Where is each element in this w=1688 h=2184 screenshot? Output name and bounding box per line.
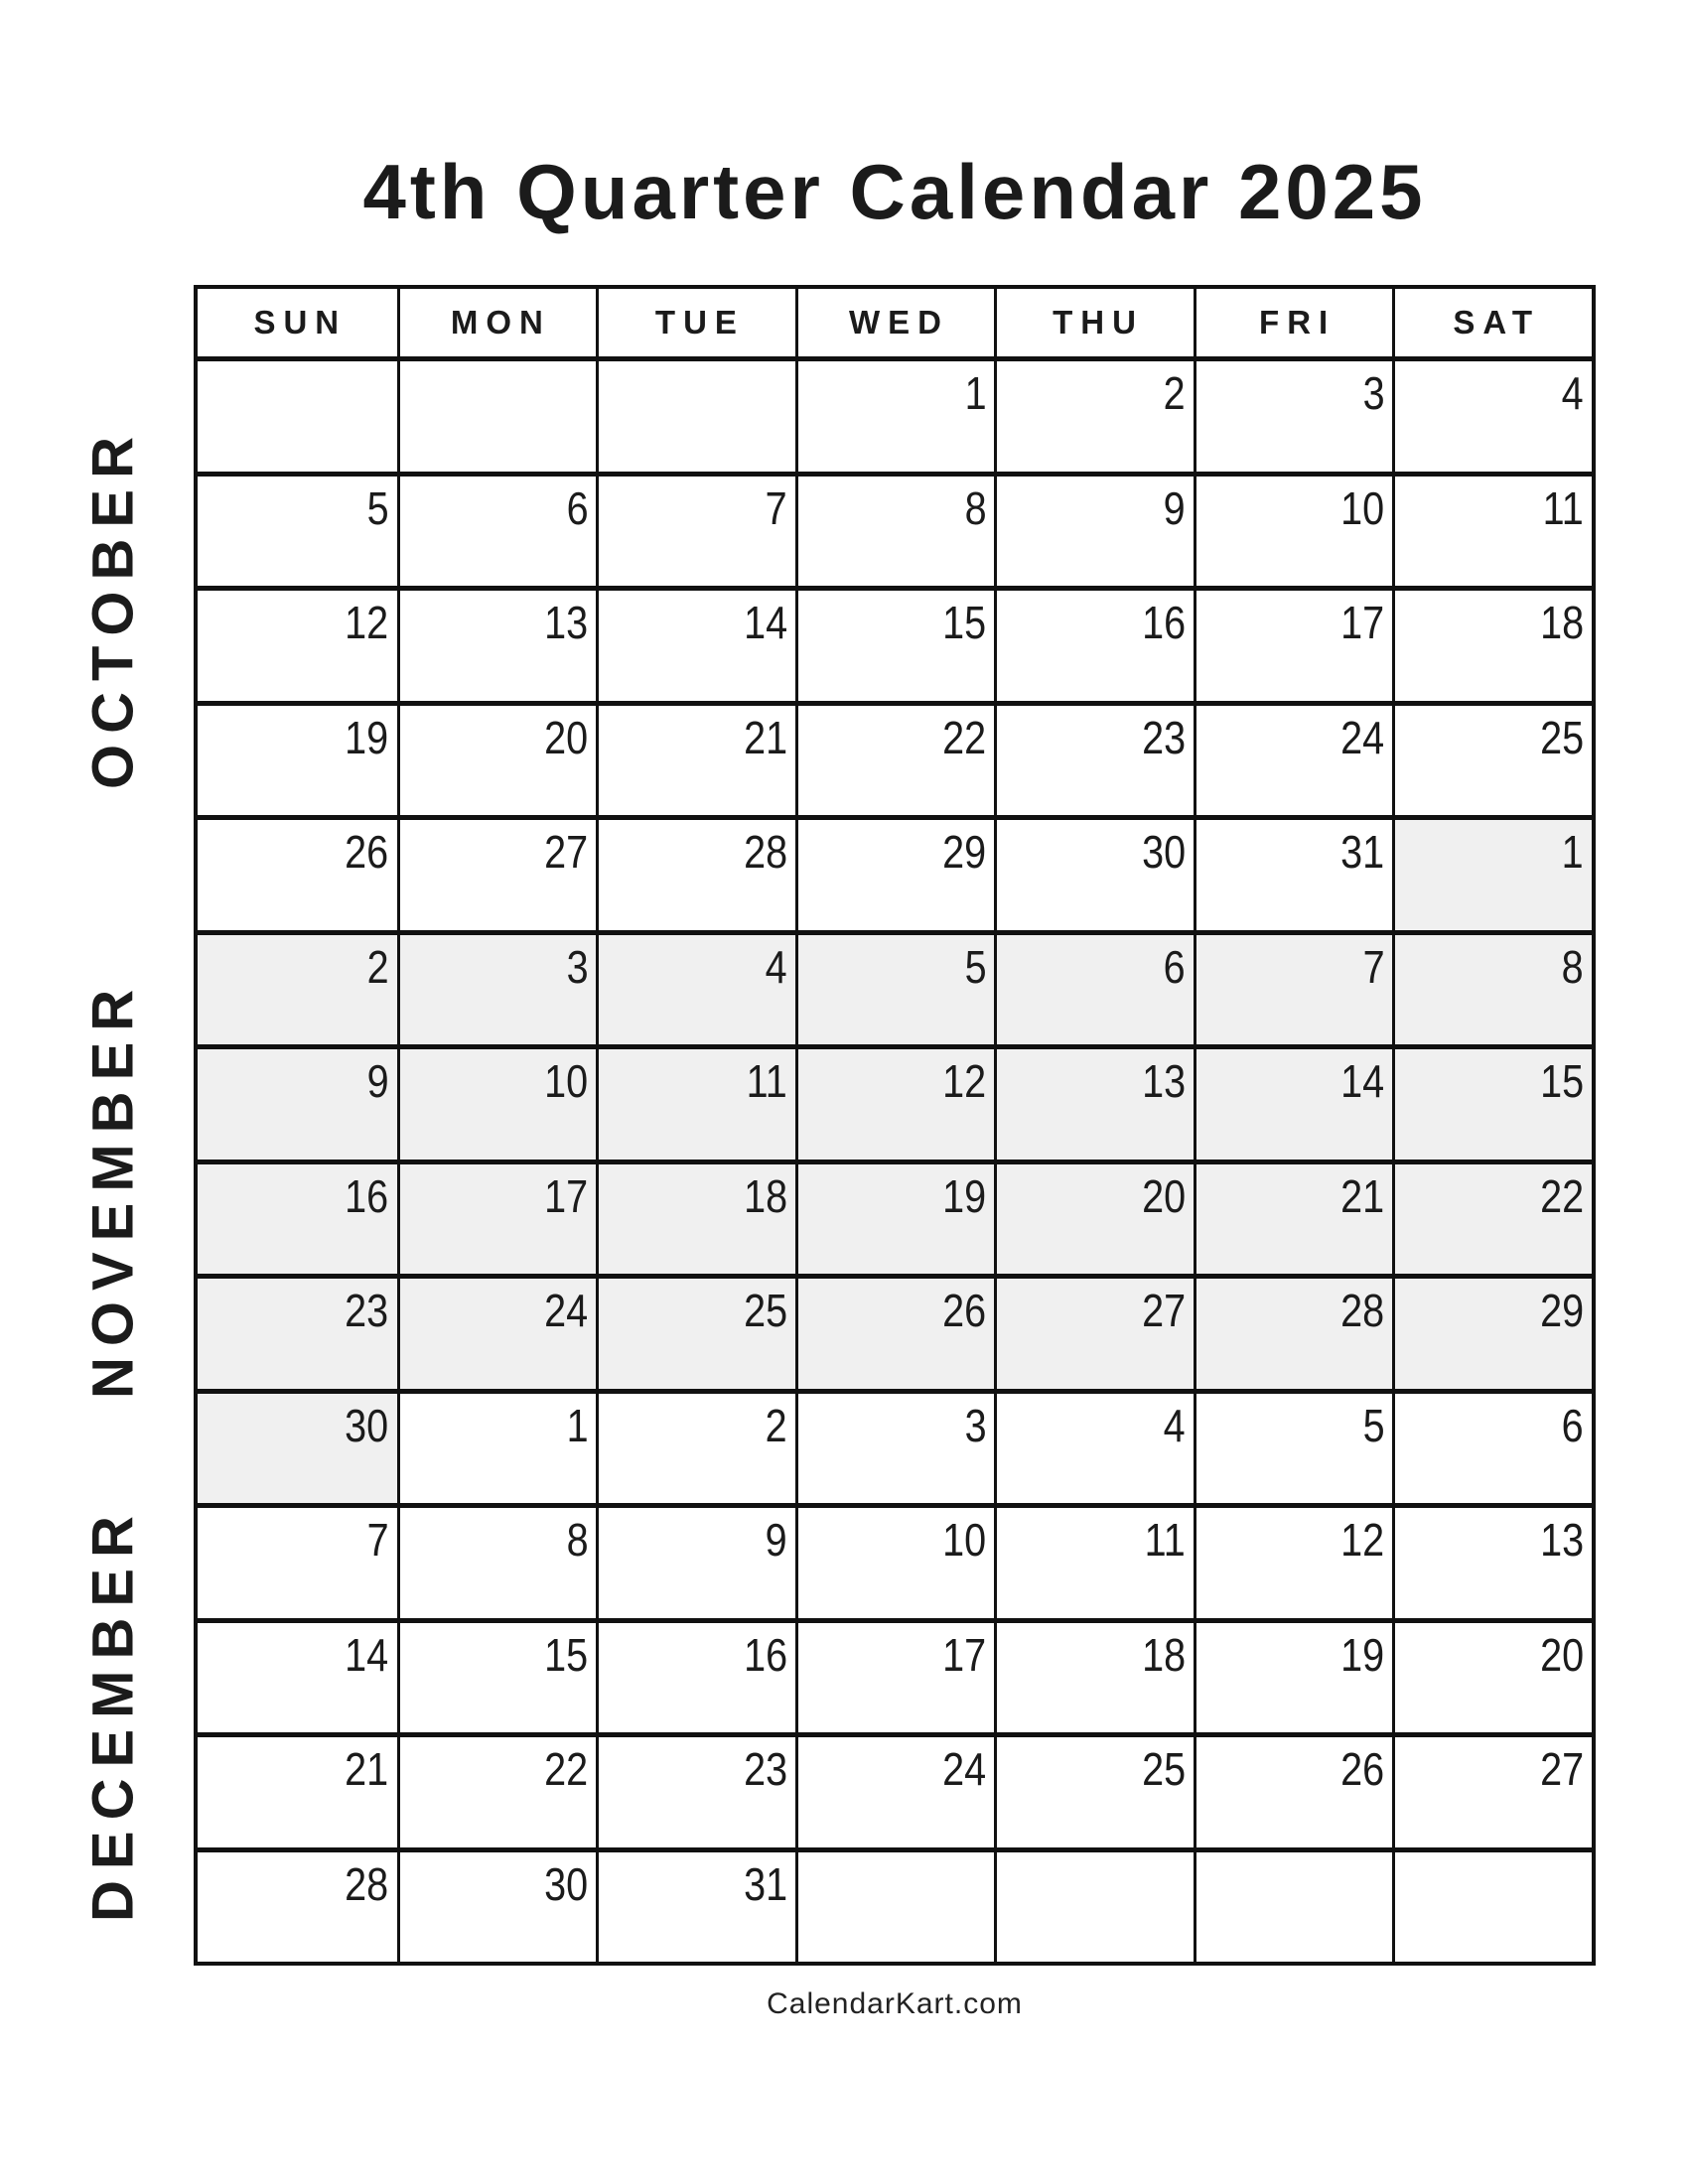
day-number: 17: [544, 1169, 589, 1222]
day-number: 12: [942, 1055, 987, 1107]
day-number: 31: [1340, 826, 1385, 878]
day-header-wed: WED: [795, 289, 995, 356]
day-cell: [1194, 1503, 1393, 1618]
day-cell: [994, 1618, 1194, 1733]
day-cell: [397, 1044, 597, 1160]
day-cell: [397, 1503, 597, 1618]
day-number: 13: [544, 597, 589, 648]
day-cell: [198, 1044, 397, 1160]
day-cell: [795, 1618, 995, 1733]
day-cell: [795, 1503, 995, 1618]
day-cell: [596, 815, 795, 930]
day-cell: [994, 472, 1194, 587]
day-cell: [596, 356, 795, 472]
day-cell: [198, 1389, 397, 1504]
day-cell: [1194, 1274, 1393, 1389]
day-cell: [198, 1160, 397, 1275]
day-cell: [994, 815, 1194, 930]
day-cell: [596, 1160, 795, 1275]
day-number: 22: [1539, 1169, 1584, 1222]
day-number: 7: [765, 481, 787, 534]
day-cell: [1194, 815, 1393, 930]
day-number: 5: [964, 940, 987, 993]
day-number: 30: [544, 1857, 589, 1910]
day-cell: [596, 1618, 795, 1733]
day-number: 14: [345, 1628, 389, 1681]
day-cell: [1194, 586, 1393, 701]
day-cell: [198, 1274, 397, 1389]
day-cell: [795, 930, 995, 1045]
day-number: 8: [566, 1514, 589, 1566]
day-number: 12: [345, 597, 389, 648]
day-cell: [397, 1618, 597, 1733]
day-number: 18: [1141, 1628, 1186, 1681]
day-cell: [1392, 356, 1592, 472]
day-cell: [994, 1389, 1194, 1504]
day-cell: [1194, 701, 1393, 816]
day-number: 26: [1340, 1743, 1385, 1795]
day-cell: [795, 1044, 995, 1160]
day-cell: [1194, 356, 1393, 472]
day-cell: [596, 1503, 795, 1618]
day-number: 2: [1163, 367, 1186, 419]
day-cell: [596, 701, 795, 816]
day-cell: [1392, 586, 1592, 701]
day-number: 2: [765, 1399, 787, 1451]
day-number: 16: [345, 1169, 389, 1222]
day-number: 23: [743, 1743, 787, 1795]
day-number: 10: [942, 1514, 987, 1566]
day-number: 22: [544, 1743, 589, 1795]
day-cell: [1392, 815, 1592, 930]
day-number: 6: [566, 481, 589, 534]
day-number: 30: [1141, 826, 1186, 878]
day-number: 21: [743, 711, 787, 763]
day-cell: [596, 586, 795, 701]
day-cell: [1194, 1847, 1393, 1963]
day-cell: [198, 815, 397, 930]
calendar-grid: [194, 285, 1596, 1966]
day-header-fri: FRI: [1194, 289, 1393, 356]
day-cell: [795, 1847, 995, 1963]
day-cell: [994, 930, 1194, 1045]
day-cell: [1392, 1503, 1592, 1618]
day-cell: [1392, 472, 1592, 587]
day-cell: [795, 472, 995, 587]
day-cell: [1194, 930, 1393, 1045]
day-number: 23: [1141, 711, 1186, 763]
day-cell: [397, 1732, 597, 1847]
day-number: 5: [366, 481, 389, 534]
day-number: 23: [345, 1285, 389, 1336]
day-cell: [795, 1274, 995, 1389]
day-cell: [1194, 1044, 1393, 1160]
page-title: 4th Quarter Calendar 2025: [362, 148, 1427, 235]
day-number: 28: [345, 1857, 389, 1910]
day-number: 28: [743, 826, 787, 878]
day-number: 15: [544, 1628, 589, 1681]
day-number: 7: [1362, 940, 1385, 993]
day-cell: [1194, 1618, 1393, 1733]
day-number: 11: [1542, 481, 1584, 534]
day-number: 9: [366, 1055, 389, 1107]
day-cell: [397, 472, 597, 587]
day-number: 17: [942, 1628, 987, 1681]
day-cell: [795, 586, 995, 701]
day-cell: [397, 1160, 597, 1275]
day-cell: [1194, 1160, 1393, 1275]
day-number: 1: [964, 367, 987, 419]
day-number: 1: [566, 1399, 589, 1451]
day-number: 11: [746, 1055, 787, 1107]
day-cell: [596, 472, 795, 587]
day-cell: [795, 1160, 995, 1275]
day-cell: [198, 930, 397, 1045]
day-cell: [198, 1847, 397, 1963]
day-number: 30: [345, 1399, 389, 1451]
day-number: 25: [1141, 1743, 1186, 1795]
day-cell: [1392, 1732, 1592, 1847]
day-number: 24: [942, 1743, 987, 1795]
day-number: 4: [1163, 1399, 1186, 1451]
day-number: 6: [1561, 1399, 1584, 1451]
day-number: 24: [544, 1285, 589, 1336]
day-number: 25: [743, 1285, 787, 1336]
day-cell: [1392, 1160, 1592, 1275]
day-number: 13: [1539, 1514, 1584, 1566]
day-number: 1: [1561, 826, 1584, 878]
day-number: 28: [1340, 1285, 1385, 1336]
day-cell: [198, 1732, 397, 1847]
day-number: 15: [1539, 1055, 1584, 1107]
day-number: 10: [544, 1055, 589, 1107]
day-cell: [596, 1389, 795, 1504]
day-number: 2: [366, 940, 389, 993]
day-number: 13: [1141, 1055, 1186, 1107]
day-cell: [596, 1847, 795, 1963]
day-cell: [198, 1618, 397, 1733]
day-number: 18: [743, 1169, 787, 1222]
day-cell: [1392, 1274, 1592, 1389]
day-header-thu: THU: [994, 289, 1194, 356]
day-number: 16: [1141, 597, 1186, 648]
day-number: 20: [1141, 1169, 1186, 1222]
day-cell: [795, 1389, 995, 1504]
day-cell: [994, 1160, 1194, 1275]
day-cell: [596, 1274, 795, 1389]
day-header-sun: SUN: [253, 304, 348, 341]
day-number: 26: [942, 1285, 987, 1336]
day-number: 27: [1141, 1285, 1186, 1336]
day-cell: [795, 815, 995, 930]
day-number: 3: [566, 940, 589, 993]
day-cell: [596, 1044, 795, 1160]
day-cell: [1392, 930, 1592, 1045]
day-cell: [198, 1503, 397, 1618]
day-number: 25: [1539, 711, 1584, 763]
month-label-december: DECEMBER: [80, 1505, 146, 1922]
day-number: 6: [1163, 940, 1186, 993]
day-number: 15: [942, 597, 987, 648]
day-number: 21: [1340, 1169, 1385, 1222]
day-cell: [994, 356, 1194, 472]
day-cell: [397, 1847, 597, 1963]
day-number: 19: [1340, 1628, 1385, 1681]
day-cell: [397, 1274, 597, 1389]
day-cell: [397, 930, 597, 1045]
day-cell: [994, 701, 1194, 816]
day-cell: [994, 1732, 1194, 1847]
day-number: 9: [765, 1514, 787, 1566]
day-cell: [795, 1732, 995, 1847]
day-number: 31: [743, 1857, 787, 1910]
day-number: 20: [544, 711, 589, 763]
day-number: 4: [765, 940, 787, 993]
footer-credit: CalendarKart.com: [767, 1987, 1023, 2020]
day-number: 9: [1163, 481, 1186, 534]
day-cell: [994, 1847, 1194, 1963]
day-cell: [198, 356, 397, 472]
day-number: 3: [964, 1399, 987, 1451]
day-cell: [994, 1274, 1194, 1389]
day-number: 10: [1340, 481, 1385, 534]
day-number: 29: [1539, 1285, 1584, 1336]
day-cell: [1392, 1044, 1592, 1160]
day-number: 11: [1144, 1514, 1186, 1566]
day-cell: [795, 701, 995, 816]
day-number: 12: [1340, 1514, 1385, 1566]
day-number: 27: [1539, 1743, 1584, 1795]
day-cell: [397, 1389, 597, 1504]
day-header-mon: MON: [397, 289, 597, 356]
day-number: 16: [743, 1628, 787, 1681]
day-cell: [1194, 1389, 1393, 1504]
day-number: 17: [1340, 597, 1385, 648]
day-cell: [198, 701, 397, 816]
day-cell: [994, 586, 1194, 701]
day-number: 24: [1340, 711, 1385, 763]
day-header-sat: SAT: [1392, 289, 1592, 356]
day-number: 21: [345, 1743, 389, 1795]
day-cell: [198, 586, 397, 701]
day-cell: [596, 930, 795, 1045]
day-number: 8: [1561, 940, 1584, 993]
day-cell: [1392, 1618, 1592, 1733]
day-number: 20: [1539, 1628, 1584, 1681]
month-label-october: OCTOBER: [80, 426, 146, 789]
day-number: 29: [942, 826, 987, 878]
day-cell: [1392, 1389, 1592, 1504]
day-cell: [994, 1503, 1194, 1618]
day-cell: [1392, 1847, 1592, 1963]
day-cell: [397, 701, 597, 816]
day-number: 5: [1362, 1399, 1385, 1451]
day-number: 14: [1340, 1055, 1385, 1107]
day-cell: [1194, 472, 1393, 587]
day-cell: [1392, 701, 1592, 816]
day-number: 8: [964, 481, 987, 534]
day-cell: [397, 815, 597, 930]
day-cell: [397, 586, 597, 701]
day-number: 4: [1561, 367, 1584, 419]
day-cell: [397, 356, 597, 472]
day-number: 22: [942, 711, 987, 763]
day-cell: [596, 1732, 795, 1847]
day-header-tue: TUE: [596, 289, 795, 356]
day-number: 7: [366, 1514, 389, 1566]
month-label-november: NOVEMBER: [80, 978, 146, 1400]
day-number: 18: [1539, 597, 1584, 648]
day-number: 26: [345, 826, 389, 878]
day-number: 19: [942, 1169, 987, 1222]
day-cell: [795, 356, 995, 472]
day-number: 27: [544, 826, 589, 878]
day-cell: [994, 1044, 1194, 1160]
day-number: 3: [1362, 367, 1385, 419]
day-cell: [198, 472, 397, 587]
day-number: 19: [345, 711, 389, 763]
day-cell: [1194, 1732, 1393, 1847]
day-number: 14: [743, 597, 787, 648]
